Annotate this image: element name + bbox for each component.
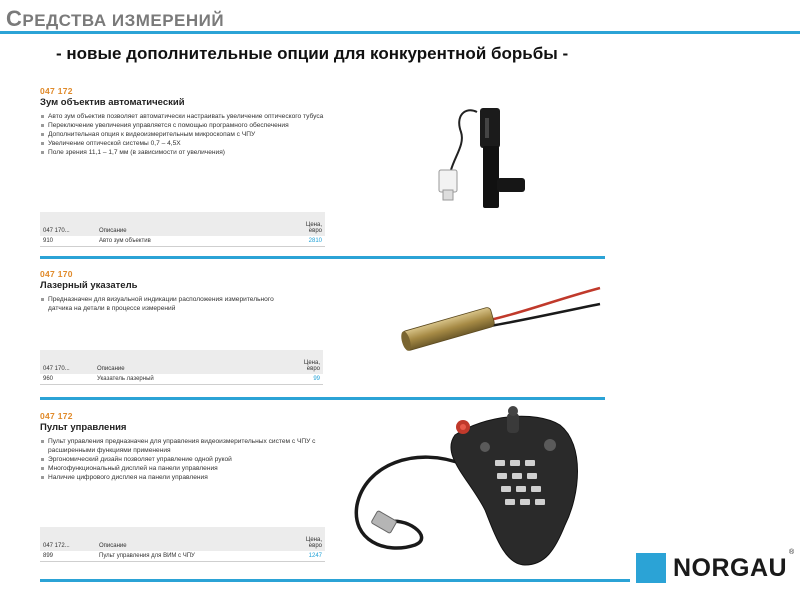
norgau-logo-square [636, 553, 666, 583]
section-auto-zoom [40, 86, 340, 157]
col-desc-header: Описание [96, 212, 289, 236]
table-row [40, 374, 323, 385]
table-row [40, 551, 325, 562]
feature-list [40, 437, 360, 482]
row-code: 910 [40, 236, 96, 247]
feature-list [40, 295, 275, 313]
col-price-header: Цена, евро [289, 527, 325, 551]
section-code: 047 172 [40, 411, 73, 421]
header-title-rest: РЕДСТВА ИЗМЕРЕНИЙ [22, 11, 225, 30]
norgau-logo-text: NORGAU [673, 554, 788, 582]
section-laser-pointer [40, 269, 340, 313]
row-code: 899 [40, 551, 96, 562]
feature-item: Дополнительная опция к видеоизмерительным микроскопам с ЧПУ [40, 130, 340, 139]
price-table-laser-pointer [40, 350, 323, 385]
section-title: Пульт управления [40, 422, 127, 433]
feature-item: Поле зрения 11,1 – 1,7 мм (в зависимости от увеличения) [40, 148, 340, 157]
feature-item: Авто зум объектив позволяет автоматически настраивать увеличение оптического тубуса [40, 112, 340, 121]
table-header-row [40, 212, 325, 236]
col-code-header: 047 172... [40, 527, 96, 551]
section-title: Зум объектив автоматический [40, 97, 185, 108]
row-desc: Пульт управления для ВИМ с ЧПУ [96, 551, 289, 562]
price-table-control-panel [40, 527, 325, 562]
table-header-row [40, 350, 323, 374]
footer-divider [40, 579, 630, 582]
registered-mark: ® [789, 549, 795, 556]
section-code: 047 170 [40, 269, 73, 279]
feature-item: Многофункциональный дисплей на панели управления [40, 464, 360, 473]
feature-item: Наличие цифрового дисплея на панели управления [40, 473, 360, 482]
col-code-header: 047 170... [40, 350, 94, 374]
feature-item: Пульт управления предназначен для управления видеоизмерительных систем с ЧПУ с расширенными функциями применения [40, 437, 360, 455]
row-code: 960 [40, 374, 94, 385]
col-price-header: Цена, евро [289, 212, 325, 236]
section-code: 047 172 [40, 86, 73, 96]
col-desc-header: Описание [94, 350, 287, 374]
feature-item: Переключение увеличения управляется с помощью програмного обеспечения [40, 121, 340, 130]
page-header-title [6, 6, 224, 32]
table-header-row [40, 527, 325, 551]
header-title-first-letter: С [6, 6, 23, 31]
auto-zoom-lens-image [425, 98, 535, 218]
page-subtitle: - новые дополнительные опции для конкурентной борьбы - [56, 44, 569, 63]
section-divider [40, 256, 605, 259]
row-price: 99 [287, 374, 323, 385]
section-title: Лазерный указатель [40, 280, 138, 291]
section-control-panel [40, 411, 360, 482]
feature-item: Увеличение оптической системы 0,7 – 4,5X [40, 139, 340, 148]
col-code-header: 047 170... [40, 212, 96, 236]
row-price: 1247 [289, 551, 325, 562]
section-divider [40, 397, 605, 400]
laser-pointer-image [395, 282, 605, 362]
col-desc-header: Описание [96, 527, 289, 551]
feature-item: Эргономический дизайн позволяет управление одной рукой [40, 455, 360, 464]
header-divider [0, 31, 800, 34]
control-panel-image [345, 405, 600, 575]
row-desc: Указатель лазерный [94, 374, 287, 385]
feature-item: Предназначен для визуальной индикации расположения измерительного датчика на детали в процессе измерений [40, 295, 275, 313]
col-price-header: Цена, евро [287, 350, 323, 374]
feature-list [40, 112, 340, 157]
row-price: 2810 [289, 236, 325, 247]
price-table-auto-zoom [40, 212, 325, 247]
row-desc: Авто зум объектив [96, 236, 289, 247]
table-row [40, 236, 325, 247]
